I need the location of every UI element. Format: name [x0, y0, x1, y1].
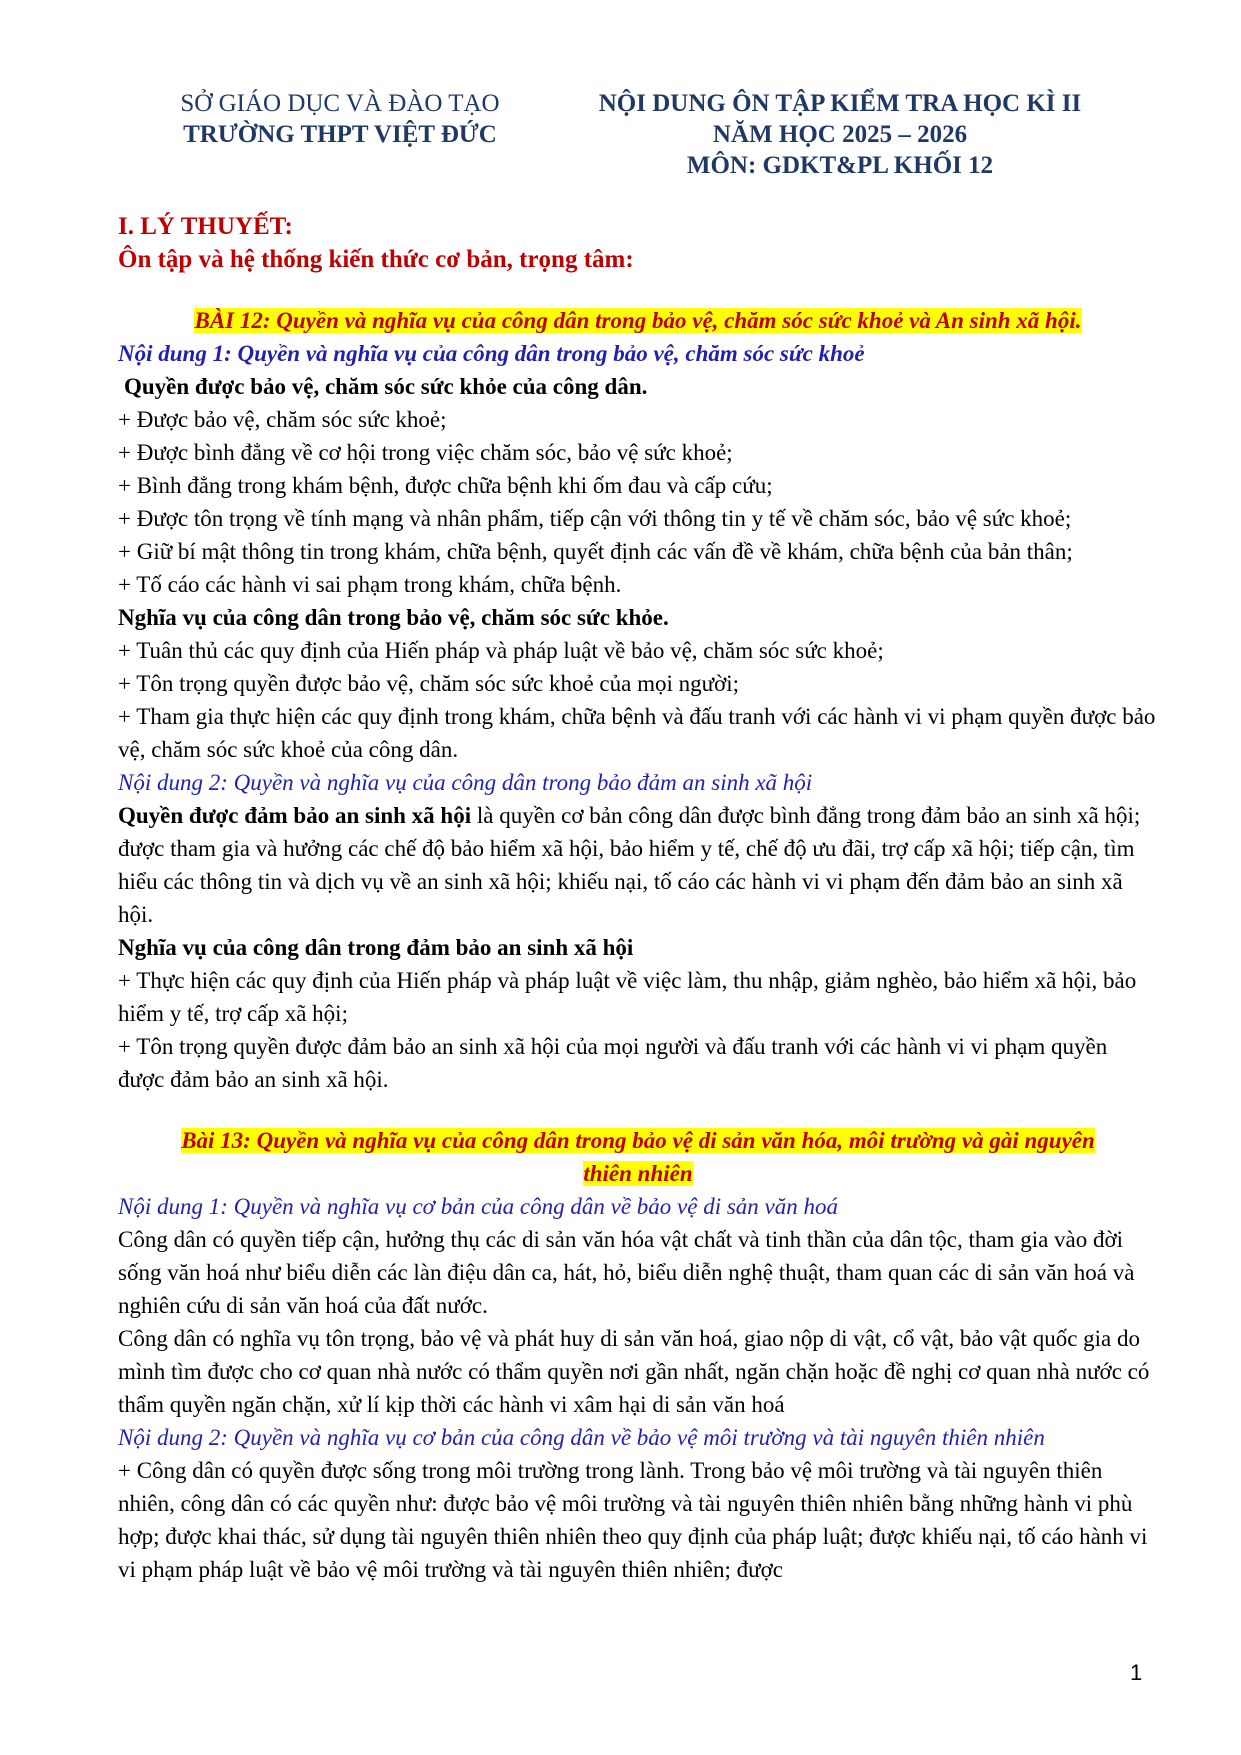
- list-item: + Tôn trọng quyền được đảm bảo an sinh xã hội của mọi người và đấu tranh với các hành vi vi phạm quyền được đảm bảo an sinh xã hội.: [118, 1034, 1108, 1092]
- duties-heading: Nghĩa vụ của công dân trong bảo vệ, chăm sóc sức khỏe.: [118, 605, 669, 630]
- lesson-12-content-2-title: Nội dung 2: Quyền và nghĩa vụ của công dân trong bảo đảm an sinh xã hội: [118, 770, 813, 795]
- header-left: [150, 88, 530, 150]
- page-number: 1: [1130, 1660, 1143, 1685]
- lesson-12-title: BÀI 12: Quyền và nghĩa vụ của công dân trong bảo vệ, chăm sóc sức khoẻ và An sinh xã hội.: [194, 308, 1082, 333]
- school-year: NĂM HỌC 2025 – 2026: [712, 121, 968, 148]
- list-item: + Tham gia thực hiện các quy định trong khám, chữa bệnh và đấu tranh với các hành vi vi phạm quyền được bảo vệ, chăm sóc sức khoẻ của công dân.: [118, 704, 1156, 762]
- lesson-13-content-1-title: Nội dung 1: Quyền và nghĩa vụ cơ bản của công dân về bảo vệ di sản văn hoá: [118, 1194, 839, 1219]
- subject-line: MÔN: GDKT&PL KHỐI 12: [686, 152, 994, 179]
- document-title: NỘI DUNG ÔN TẬP KIỂM TRA HỌC KÌ II: [598, 90, 1082, 117]
- list-item: + Giữ bí mật thông tin trong khám, chữa bệnh, quyết định các vấn đề về khám, chữa bệnh của bản thân;: [118, 539, 1073, 564]
- document-body: [118, 210, 1158, 1586]
- list-item: + Thực hiện các quy định của Hiến pháp và pháp luật về việc làm, thu nhập, giảm nghèo, bảo hiểm xã hội, bảo hiểm y tế, trợ cấp xã hội;: [118, 968, 1137, 1026]
- paragraph: Công dân có quyền tiếp cận, hưởng thụ các di sản văn hóa vật chất và tinh thần của dân tộc, tham gia vào đời sống văn hoá như biểu diễn các làn điệu dân ca, hát, hỏ, biểu diễn nghệ thuật, tham quan các di sản văn hoá và nghiên cứu di sản văn hoá của đất nước.: [118, 1227, 1135, 1318]
- social-duty-heading: Nghĩa vụ của công dân trong đảm bảo an sinh xã hội: [118, 935, 634, 960]
- section-subtitle: Ôn tập và hệ thống kiến thức cơ bản, trọng tâm:: [118, 246, 634, 273]
- list-item: + Tuân thủ các quy định của Hiến pháp và pháp luật về bảo vệ, chăm sóc sức khoẻ;: [118, 638, 884, 663]
- header-right: [560, 88, 1120, 181]
- social-right-term: Quyền được đảm bảo an sinh xã hội: [118, 803, 472, 828]
- paragraph: + Công dân có quyền được sống trong môi trường trong lành. Trong bảo vệ môi trường và tài nguyên thiên nhiên, công dân có các quyền như: được bảo vệ môi trường và tài nguyên thiên nhiên bằng những hành vi phù hợp; được khai thác, sử dụng tài nguyên thiên nhiên theo quy định của pháp luật; được khiếu nại, tố cáo hành vi vi phạm pháp luật về bảo vệ môi trường và tài nguyên thiên nhiên; được: [118, 1458, 1148, 1582]
- social-right-paragraph: [118, 799, 1158, 931]
- list-item: + Tôn trọng quyền được bảo vệ, chăm sóc sức khoẻ của mọi người;: [118, 671, 740, 696]
- section-title: I. LÝ THUYẾT:: [118, 213, 293, 240]
- paragraph: Công dân có nghĩa vụ tôn trọng, bảo vệ và phát huy di sản văn hoá, giao nộp di vật, cổ vật, bảo vật quốc gia do mình tìm được cho cơ quan nhà nước có thẩm quyền nơi gần nhất, ngăn chặn hoặc đề nghị cơ quan nhà nước có thẩm quyền ngăn chặn, xử lí kịp thời các hành vi xâm hại di sản văn hoá: [118, 1326, 1150, 1417]
- list-item: + Được tôn trọng về tính mạng và nhân phẩm, tiếp cận với thông tin y tế về chăm sóc, bảo vệ sức khoẻ;: [118, 506, 1072, 531]
- school-name: TRƯỜNG THPT VIỆT ĐỨC: [183, 121, 497, 148]
- lesson-13-title: Bài 13: Quyền và nghĩa vụ của công dân trong bảo vệ di sản văn hóa, môi trường và gài nguyên thiên nhiên: [181, 1128, 1095, 1186]
- lesson-13-content-2-title: Nội dung 2: Quyền và nghĩa vụ cơ bản của công dân về bảo vệ môi trường và tài nguyên thiên nhiên: [118, 1425, 1045, 1450]
- rights-heading: Quyền được bảo vệ, chăm sóc sức khỏe của công dân.: [124, 374, 648, 399]
- social-right-text: là quyền cơ bản công dân được bình đẳng trong đảm bảo an sinh xã hội; được tham gia và hưởng các chế độ bảo hiểm xã hội, bảo hiểm y tế, chế độ ưu đãi, trợ cấp xã hội; tiếp cận, tìm hiểu các thông tin và dịch vụ về an sinh xã hội; khiếu nại, tố cáo các hành vi vi phạm đến đảm bảo an sinh xã hội.: [118, 803, 1141, 927]
- list-item: + Được bảo vệ, chăm sóc sức khoẻ;: [118, 407, 447, 432]
- list-item: + Bình đẳng trong khám bệnh, được chữa bệnh khi ốm đau và cấp cứu;: [118, 473, 773, 498]
- department-name: SỞ GIÁO DỤC VÀ ĐÀO TẠO: [180, 90, 500, 117]
- lesson-12-content-1-title: Nội dung 1: Quyền và nghĩa vụ của công dân trong bảo vệ, chăm sóc sức khoẻ: [118, 341, 865, 366]
- list-item: + Tố cáo các hành vi sai phạm trong khám, chữa bệnh.: [118, 572, 622, 597]
- list-item: + Được bình đẳng về cơ hội trong việc chăm sóc, bảo vệ sức khoẻ;: [118, 440, 733, 465]
